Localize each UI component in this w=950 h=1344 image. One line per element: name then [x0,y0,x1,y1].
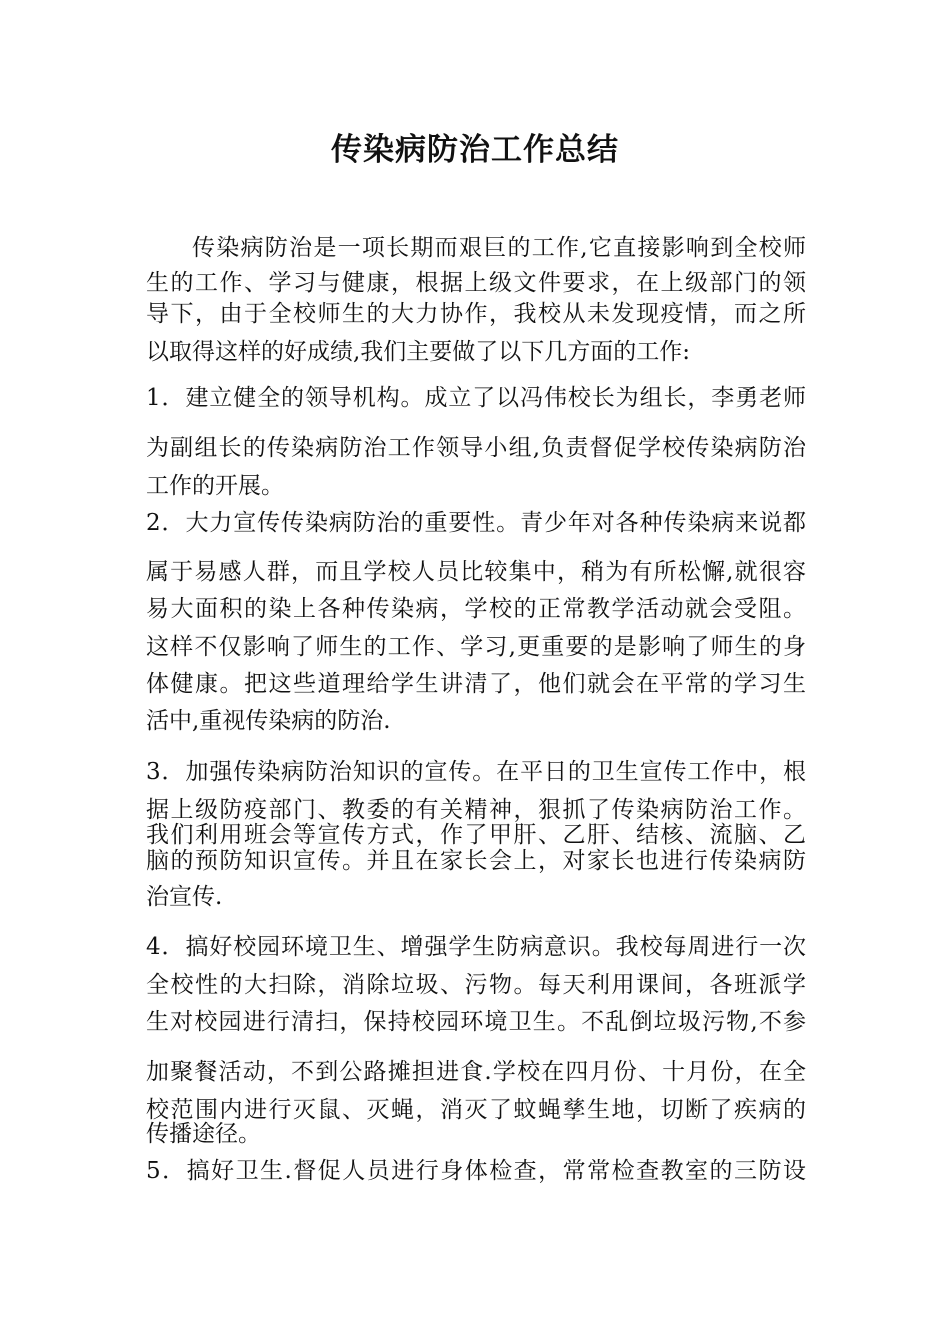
paragraph-line: 加聚餐活动，不到公路摊担进食.学校在四月份、十月份，在全 [146,1059,806,1085]
paragraph-line: 3．加强传染病防治知识的宣传。在平日的卫生宣传工作中，根 [146,759,806,785]
paragraph-line: 5．搞好卫生.督促人员进行身体检查，常常检查教室的三防设 [146,1158,806,1184]
paragraph-line: 传染病防治是一项长期而艰巨的工作,它直接影响到全校师 [192,235,806,261]
paragraph-line: 2．大力宣传传染病防治的重要性。青少年对各种传染病来说都 [146,510,806,536]
paragraph-line: 生对校园进行清扫，保持校园环境卫生。不乱倒垃圾污物,不参 [146,1009,806,1035]
paragraph-line: 以取得这样的好成绩,我们主要做了以下几方面的工作: [146,339,691,365]
paragraph-line: 这样不仅影响了师生的工作、学习,更重要的是影响了师生的身 [146,634,806,660]
paragraph-line: 脑的预防知识宣传。并且在家长会上，对家长也进行传染病防 [146,848,806,874]
paragraph-line: 4．搞好校园环境卫生、增强学生防病意识。我校每周进行一次 [146,934,806,960]
paragraph-line: 校范围内进行灭鼠、灭蝇，消灭了蚊蝇孳生地，切断了疾病的 [146,1097,806,1123]
paragraph-line: 导下，由于全校师生的大力协作，我校从未发现疫情，而之所 [146,301,806,327]
paragraph-line: 据上级防疫部门、教委的有关精神，狠抓了传染病防治工作。 [146,797,806,823]
paragraph-line: 易大面积的染上各种传染病，学校的正常教学活动就会受阻。 [146,596,806,622]
paragraph-line: 工作的开展。 [146,473,284,499]
paragraph-line: 属于易感人群，而且学校人员比较集中，稍为有所松懈,就很容 [146,559,806,585]
paragraph-line: 治宣传. [146,884,223,910]
paragraph-line: 活中,重视传染病的防治. [146,708,391,734]
paragraph-line: 全校性的大扫除，消除垃圾、污物。每天利用课间，各班派学 [146,972,806,998]
paragraph-line: 为副组长的传染病防治工作领导小组,负责督促学校传染病防治 [146,435,806,461]
paragraph-line: 传播途径。 [146,1121,261,1147]
paragraph-line: 生的工作、学习与健康，根据上级文件要求，在上级部门的领 [146,270,806,296]
paragraph-line: 我们利用班会等宣传方式，作了甲肝、乙肝、结核、流脑、乙 [146,822,806,848]
paragraph-line: 1．建立健全的领导机构。成立了以冯伟校长为组长，李勇老师 [146,385,806,411]
document-title: 传染病防治工作总结 [331,132,619,168]
paragraph-line: 体健康。把这些道理给学生讲清了，他们就会在平常的学习生 [146,671,806,697]
